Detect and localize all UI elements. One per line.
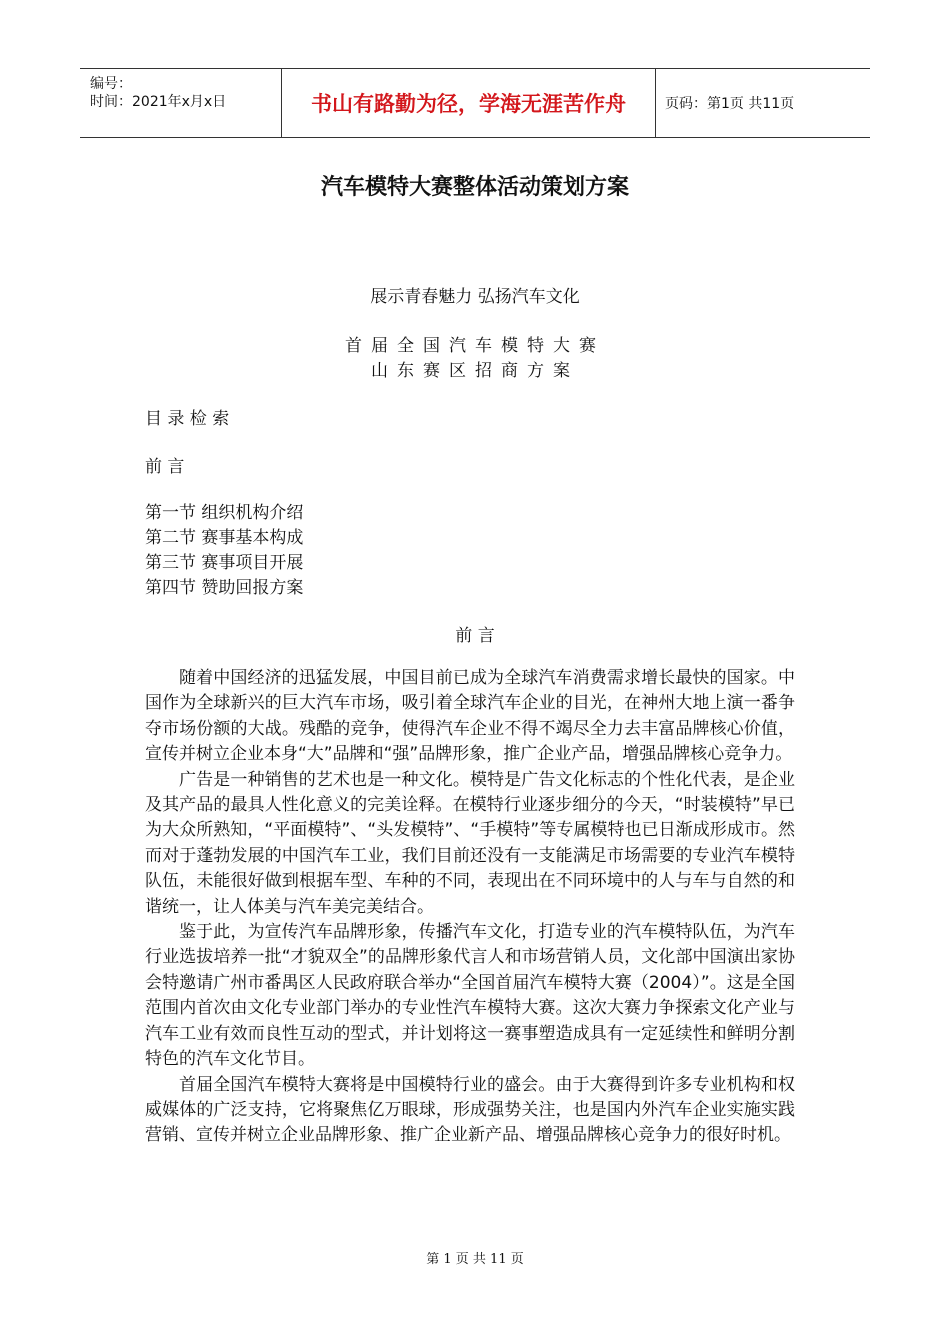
document-title: 汽车模特大赛整体活动策划方案 [320, 174, 629, 200]
page-footer: 第 1 页 共 11 页 [426, 1252, 524, 1267]
preface-body [145, 666, 795, 1149]
toc-item-4: 第四节 赞助回报方案 [145, 578, 304, 598]
event-title-line1: 首届全国汽车模特大赛 [345, 336, 605, 356]
toc-preface: 前 言 [145, 457, 185, 477]
number-label: 编号： [90, 76, 132, 92]
paragraph: 随着中国经济的迅猛发展，中国目前已成为全球汽车消费需求增长最快的国家。中国作为全球新兴的巨大汽车市场，吸引着全球汽车企业的目光，在神州大地上演一番争夺市场份额的大战。残酷的竞争，使得汽车企业不得不竭尽全力去丰富品牌核心价值，宣传并树立企业本身“大”品牌和“强”品牌形象，推广企业产品，增强品牌核心竞争力。 [145, 668, 795, 765]
toc-item-3: 第三节 赛事项目开展 [145, 553, 304, 573]
toc-heading: 目 录 检 索 [145, 409, 230, 429]
page-header [80, 68, 870, 138]
paragraph: 广告是一种销售的艺术也是一种文化。模特是广告文化标志的个性化代表，是企业及其产品的最具人性化意义的完美诠释。在模特行业逐步细分的今天，“时装模特”早已为大众所熟知，“平面模特”、“头发模特”、“手模特”等专属模特也已日渐成形成市。然而对于蓬勃发展的中国汽车工业，我们目前还没有一支能满足市场需要的专业汽车模特队伍，未能很好做到根据车型、车种的不同，表现出在不同环境中的人与车与自然的和谐统一，让人体美与汽车美完美结合。 [145, 769, 795, 917]
page-info: 页码：第1页 共11页 [665, 96, 795, 112]
header-meta [80, 69, 280, 137]
event-title-line2: 山东赛区招商方案 [371, 361, 579, 381]
preface-heading: 前 言 [455, 626, 495, 646]
slogan: 展示青春魅力 弘扬汽车文化 [370, 287, 580, 307]
paragraph: 首届全国汽车模特大赛将是中国模特行业的盛会。由于大赛得到许多专业机构和权威媒体的广泛支持，它将聚焦亿万眼球，形成强势关注，也是国内外汽车企业实施实践营销、宣传并树立企业品牌形象、推广企业新产品、增强品牌核心竞争力的很好时机。 [145, 1074, 795, 1146]
toc-item-1: 第一节 组织机构介绍 [145, 503, 304, 523]
header-motto-cell [281, 69, 656, 137]
time-label: 时间：2021年x月x日 [90, 94, 227, 110]
paragraph: 鉴于此，为宣传汽车品牌形象，传播汽车文化，打造专业的汽车模特队伍，为汽车行业选拔培养一批“才貌双全”的品牌形象代言人和市场营销人员，文化部中国演出家协会特邀请广州市番禺区人民政府联合举办“全国首届汽车模特大赛（2004）”。这是全国范围内首次由文化专业部门举办的专业性汽车模特大赛。这次大赛力争探索文化产业与汽车工业有效而良性互动的型式，并计划将这一赛事塑造成具有一定延续性和鲜明分割特色的汽车文化节目。 [145, 922, 795, 1070]
motto-text: 书山有路勤为径，学海无涯苦作舟 [311, 91, 626, 116]
toc-item-2: 第二节 赛事基本构成 [145, 528, 304, 548]
